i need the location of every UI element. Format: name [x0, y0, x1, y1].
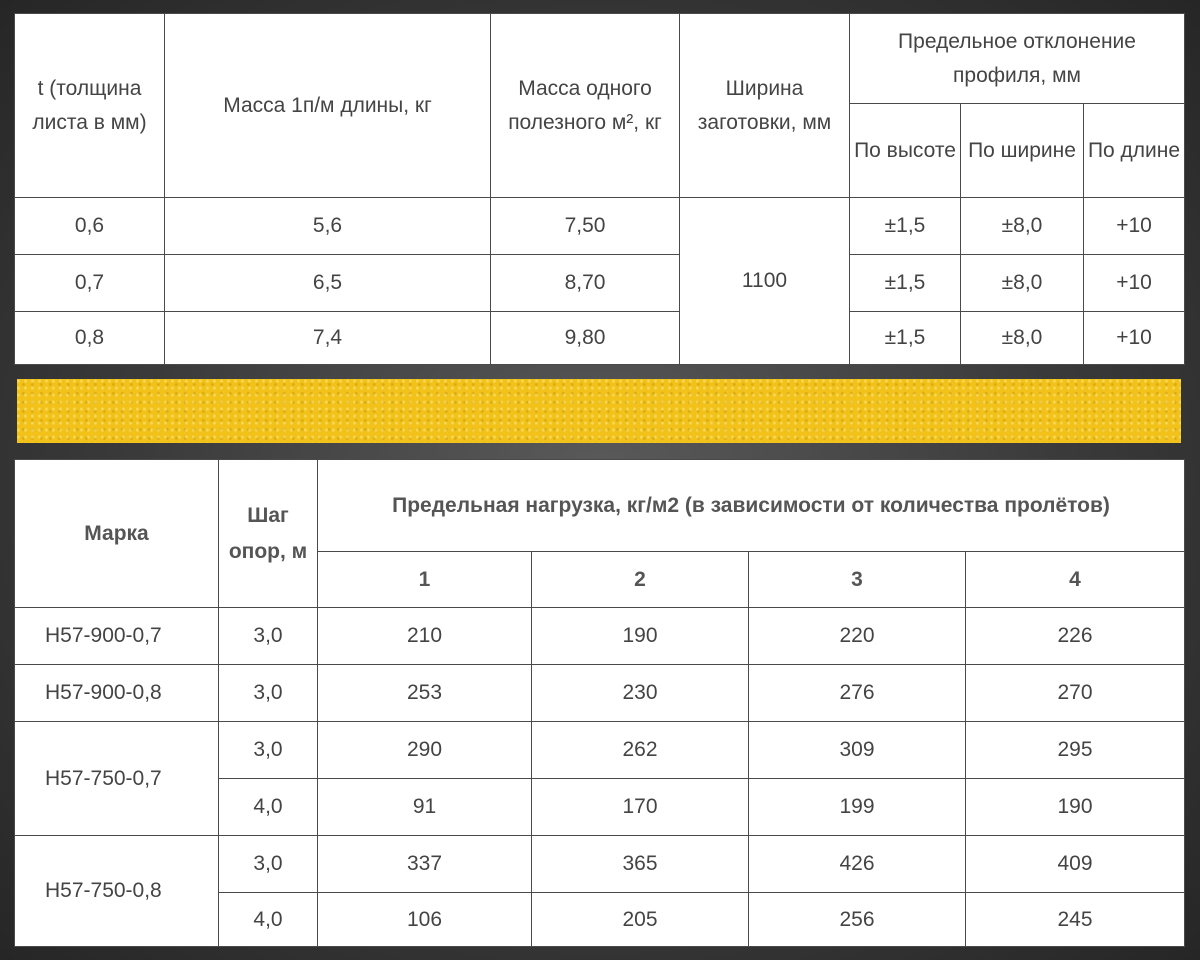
header-span-4: 4 [966, 552, 1185, 608]
cell-load: 199 [749, 779, 966, 836]
cell-dev-width: ±8,0 [961, 255, 1084, 312]
table-row [15, 722, 1185, 779]
cell-load: 230 [532, 665, 749, 722]
cell-load: 409 [966, 836, 1185, 893]
table-row [15, 836, 1185, 893]
cell-load: 262 [532, 722, 749, 779]
header-mass-per-meter: Масса 1п/м длины, кг [165, 14, 491, 198]
cell-dev-height: ±1,5 [850, 198, 961, 255]
table-row [15, 665, 1185, 722]
cell-load: 245 [966, 893, 1185, 947]
cell-thickness: 0,7 [15, 255, 165, 312]
profile-specs-table [14, 13, 1185, 365]
cell-dev-height: ±1,5 [850, 255, 961, 312]
cell-brand: Н57-900-0,7 [15, 608, 219, 665]
header-span-3: 3 [749, 552, 966, 608]
cell-blank-width: 1100 [680, 198, 850, 365]
cell-load: 91 [318, 779, 532, 836]
cell-load: 190 [966, 779, 1185, 836]
cell-brand: Н57-750-0,7 [15, 722, 219, 836]
cell-thickness: 0,6 [15, 198, 165, 255]
cell-load: 270 [966, 665, 1185, 722]
cell-mass: 7,4 [165, 312, 491, 365]
cell-load: 309 [749, 722, 966, 779]
cell-step: 4,0 [219, 779, 318, 836]
cell-dev-length: +10 [1084, 198, 1185, 255]
cell-load: 290 [318, 722, 532, 779]
header-mass-useful-m2: Масса одного полезного м², кг [491, 14, 680, 198]
cell-step: 3,0 [219, 608, 318, 665]
cell-step: 4,0 [219, 893, 318, 947]
cell-load: 210 [318, 608, 532, 665]
cell-step: 3,0 [219, 836, 318, 893]
header-brand: Марка [15, 460, 219, 608]
cell-load: 190 [532, 608, 749, 665]
cell-load: 205 [532, 893, 749, 947]
cell-load: 170 [532, 779, 749, 836]
header-support-step: Шаг опор, м [219, 460, 318, 608]
cell-step: 3,0 [219, 722, 318, 779]
cell-useful-mass: 9,80 [491, 312, 680, 365]
cell-load: 337 [318, 836, 532, 893]
header-load-limit: Предельная нагрузка, кг/м2 (в зависимости от количества пролётов) [318, 460, 1185, 552]
cell-load: 365 [532, 836, 749, 893]
cell-thickness: 0,8 [15, 312, 165, 365]
cell-load: 220 [749, 608, 966, 665]
cell-load: 276 [749, 665, 966, 722]
yellow-divider-stripe [17, 379, 1181, 443]
header-by-height: По высоте [850, 104, 961, 198]
cell-dev-length: +10 [1084, 312, 1185, 365]
table-row [15, 312, 1185, 365]
table-row [15, 608, 1185, 665]
cell-dev-height: ±1,5 [850, 312, 961, 365]
header-span-2: 2 [532, 552, 749, 608]
cell-load: 253 [318, 665, 532, 722]
cell-dev-length: +10 [1084, 255, 1185, 312]
cell-useful-mass: 7,50 [491, 198, 680, 255]
cell-mass: 5,6 [165, 198, 491, 255]
load-limits-table [14, 459, 1185, 947]
cell-load: 256 [749, 893, 966, 947]
header-span-1: 1 [318, 552, 532, 608]
header-thickness: t (толщина листа в мм) [15, 14, 165, 198]
header-by-length: По длине [1084, 104, 1185, 198]
cell-dev-width: ±8,0 [961, 198, 1084, 255]
header-deviation: Предельное отклонение профиля, мм [850, 14, 1185, 104]
cell-brand: Н57-750-0,8 [15, 836, 219, 947]
table-row [15, 198, 1185, 255]
header-blank-width: Ширина заготовки, мм [680, 14, 850, 198]
header-by-width: По ширине [961, 104, 1084, 198]
cell-load: 106 [318, 893, 532, 947]
table-row [15, 255, 1185, 312]
cell-step: 3,0 [219, 665, 318, 722]
cell-useful-mass: 8,70 [491, 255, 680, 312]
cell-brand: Н57-900-0,8 [15, 665, 219, 722]
cell-dev-width: ±8,0 [961, 312, 1084, 365]
cell-load: 226 [966, 608, 1185, 665]
cell-load: 426 [749, 836, 966, 893]
cell-load: 295 [966, 722, 1185, 779]
cell-mass: 6,5 [165, 255, 491, 312]
